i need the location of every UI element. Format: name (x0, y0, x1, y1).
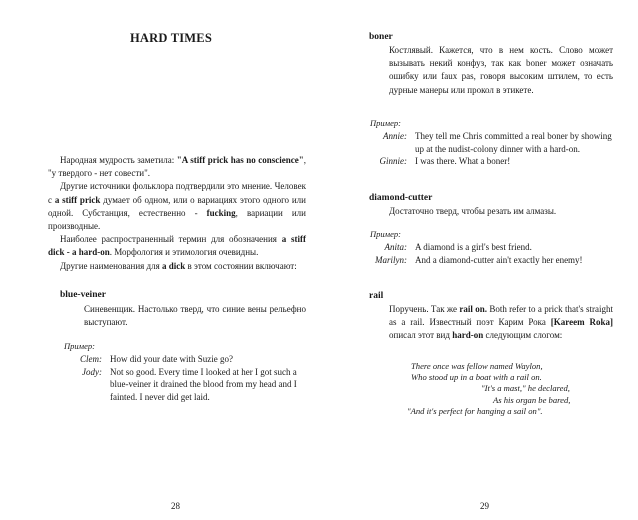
dialogue-line: How did your date with Suzie go? (110, 354, 233, 364)
text-span: думает об одном, или о вариациях этого одного или одной. Субстанция, естественно - (48, 194, 306, 218)
speaker: Jody: (82, 366, 102, 377)
entry-term: blue-veiner (60, 290, 106, 300)
text-span: Поручень. Так же (389, 304, 460, 314)
limerick (407, 361, 570, 417)
poem-line: As his organ be bared, (493, 394, 571, 405)
page-title: HARD TIMES (130, 31, 212, 45)
bold-phrase: hard-on (452, 330, 484, 341)
speaker: Marilyn: (375, 254, 407, 265)
poem-line: There once was fellow named Waylon, (411, 361, 543, 371)
page-number: 29 (480, 501, 489, 511)
dialogue-line: They tell me Chris committed a real boner by showing up at the nudist-colony dinner with a hard-on. (415, 131, 612, 154)
bold-phrase: fucking (206, 207, 236, 218)
text-span: описал этот вид (389, 330, 453, 341)
entry-term: diamond-cutter (369, 193, 433, 203)
paragraph-4 (48, 260, 306, 273)
paragraph-3 (48, 233, 306, 259)
bold-phrase: a dick (162, 260, 186, 271)
bold-phrase: a stiff prick (54, 194, 101, 205)
text-span: , "у твердого - нет совести". (48, 155, 306, 179)
example-dialogue (369, 241, 615, 266)
text-span: . Морфология и этимология очевидны. (109, 247, 259, 258)
text-span: в этом состоянии включают: (185, 260, 297, 271)
poem-line: "And it's perfect for hanging a sail on". (407, 405, 543, 416)
bold-phrase: a stiff dick - a hard-on (48, 234, 306, 258)
paragraph-1 (48, 154, 306, 180)
example-label: Пример: (370, 229, 401, 239)
example-dialogue (369, 130, 615, 168)
paragraph-2 (48, 180, 306, 233)
dialogue-line: And a diamond-cutter ain't exactly her enemy! (415, 254, 583, 265)
bold-phrase: [Kareem Roka] (550, 317, 614, 328)
poem-line: "It's a mast," he declared, (481, 383, 570, 394)
page-number: 28 (171, 501, 180, 511)
intro-text (48, 154, 306, 273)
poem-line: Who stood up in a boat with a rail on. (411, 372, 542, 383)
dialogue-line: A diamond is a girl's best friend. (415, 242, 532, 252)
text-span: Народная мудрость заметила: (60, 155, 177, 165)
entry-term: rail (369, 291, 384, 301)
example-dialogue (64, 353, 308, 403)
entry-term: boner (369, 32, 393, 42)
entry-definition (389, 303, 613, 343)
bold-phrase: "A stiff prick has no conscience" (176, 155, 304, 165)
text-span: , вариации или производные. (48, 207, 306, 232)
dialogue-line: Not so good. Every time I looked at her I got such a blue-veiner it drained the blood from my head and I fainted. I never did get laid. (110, 366, 297, 402)
entry-definition: Костлявый. Кажется, что в нем кость. Слово может вызывать некий конфуз, так как boner может означать ошибку или faux pas, говоря высоким штилем, то есть дурные манеры или прокол в этикете. (389, 45, 613, 95)
dialogue-line: I was there. What a boner! (415, 156, 511, 167)
example-label: Пример: (64, 341, 95, 351)
bold-phrase: rail on. (459, 304, 487, 314)
speaker: Clem: (80, 354, 102, 364)
speaker: Annie: (383, 131, 407, 141)
speaker: Anita: (384, 242, 407, 252)
speaker: Ginnie: (379, 156, 407, 167)
text-span: следующим слогом: (483, 330, 563, 341)
example-label: Пример: (370, 118, 401, 128)
text-span: Both refer to a prick that's straight as a rail. Известный поэт Карим Рока (389, 304, 613, 328)
text-span: Другие источники фольклора подтвердили это мнение. Человек с (48, 181, 306, 205)
right-page (319, 0, 638, 520)
entry-definition: Синевенщик. Настолько тверд, что синие вены рельефно выступают. (84, 304, 306, 328)
text-span: Другие наименования для (60, 260, 163, 271)
entry-definition: Достаточно тверд, чтобы резать им алмазы. (389, 206, 557, 216)
text-span: Наиболее распространенный термин для обозначения (60, 234, 282, 245)
